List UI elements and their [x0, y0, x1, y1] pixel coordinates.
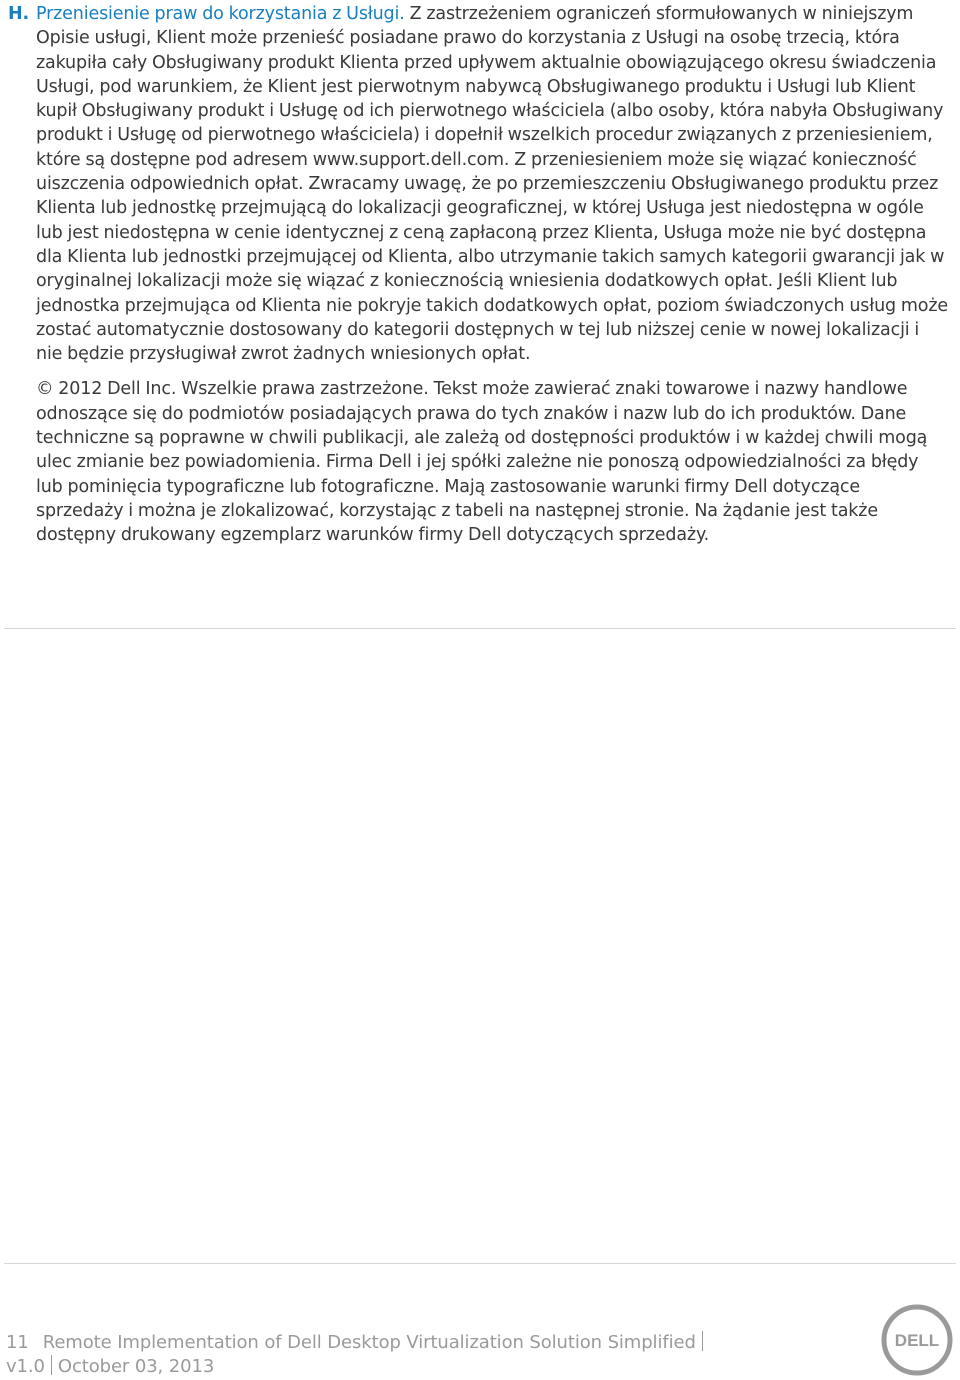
section-marker: H. [8, 4, 29, 24]
footer-separator [51, 1355, 52, 1375]
logo-wordmark: DELL [894, 1331, 940, 1350]
footer-line-1 [6, 1331, 709, 1355]
copyright-paragraph: © 2012 Dell Inc. Wszelkie prawa zastrzeżone. Tekst może zawierać znaki towarowe i nazwy handlowe odnoszące się do podmiotów posiadających prawa do tych znaków i nazw lub do ich produktów. Dane techniczne są poprawne w chwili publikacji, ale zależą od dostępności produktów i w każdej chwili mogą ulec zmianie bez powiadomienia. Firma Dell i jej spółki zależne nie ponoszą odpowiedzialności za błędy lub pominięcia typograficzne lub fotograficzne. Mają zastosowanie warunki firmy Dell dotyczące sprzedaży i można je zlokalizować, korzystając z tabeli na następnej stronie. Na żądanie jest także dostępny drukowany egzemplarz warunków firmy Dell dotyczących sprzedaży. [36, 379, 928, 546]
section-heading: Przeniesienie praw do korzystania z Usługi. [36, 4, 405, 24]
document-version: v1.0 [6, 1356, 45, 1377]
page-footer [6, 1331, 709, 1379]
section-body: Z zastrzeżeniem ograniczeń sformułowanych w niniejszym Opisie usługi, Klient może przenieść posiadane prawo do korzystania z Usługi na osobę trzecią, która zakupiła cały Obsługiwany produkt Klienta przed upływem aktualnie obowiązującego okresu świadczenia Usługi, pod warunkiem, że Klient jest pierwotnym nabywcą Obsługiwanego produktu i Usługi lub Klient kupił Obsługiwany produkt i Usługę od ich pierwotnego właściciela (albo osoby, która nabyła Obsługiwany produkt i Usługę od pierwotnego właściciela) i dopełnił wszelkich procedur związanych z przeniesieniem, które są dostępne pod adresem www.support.dell.com. Z przeniesieniem może się wiązać konieczność uiszczenia odpowiednich opłat. Zwracamy uwagę, że po przemieszczeniu Obsługiwanego produktu przez Klienta lub jednostkę przejmującą do lokalizacji geograficznej, w której Usługa jest niedostępna w ogóle lub jest niedostępna w cenie identycznej z ceną zapłaconą przez Klienta, Usługa może nie być dostępna dla Klienta lub jednostki przejmującej od Klienta, albo utrzymanie takich samych kategorii gwarancji jak w oryginalnej lokalizacji może się wiązać z koniecznością wniesienia dodatkowych opłat. Jeśli Klient lub jednostka przejmująca od Klienta nie pokryje takich dodatkowych opłat, poziom świadczonych usług może zostać automatycznie dostosowany do kategorii dostępnych w tej lub niższej cenie w nowej lokalizacji i nie będzie przysługiwał zwrot żadnych wniesionych opłat. [36, 4, 949, 365]
content-divider [4, 628, 956, 629]
transfer-paragraph [8, 2, 948, 366]
service-transfer-section [8, 2, 948, 548]
page-number: 11 [6, 1332, 29, 1353]
dell-logo-icon [881, 1304, 953, 1376]
footer-divider [4, 1263, 956, 1264]
footer-separator [702, 1331, 703, 1351]
document-date: October 03, 2013 [57, 1356, 215, 1377]
document-title: Remote Implementation of Dell Desktop Virtualization Solution Simplified [42, 1332, 696, 1353]
footer-line-2 [6, 1355, 709, 1379]
